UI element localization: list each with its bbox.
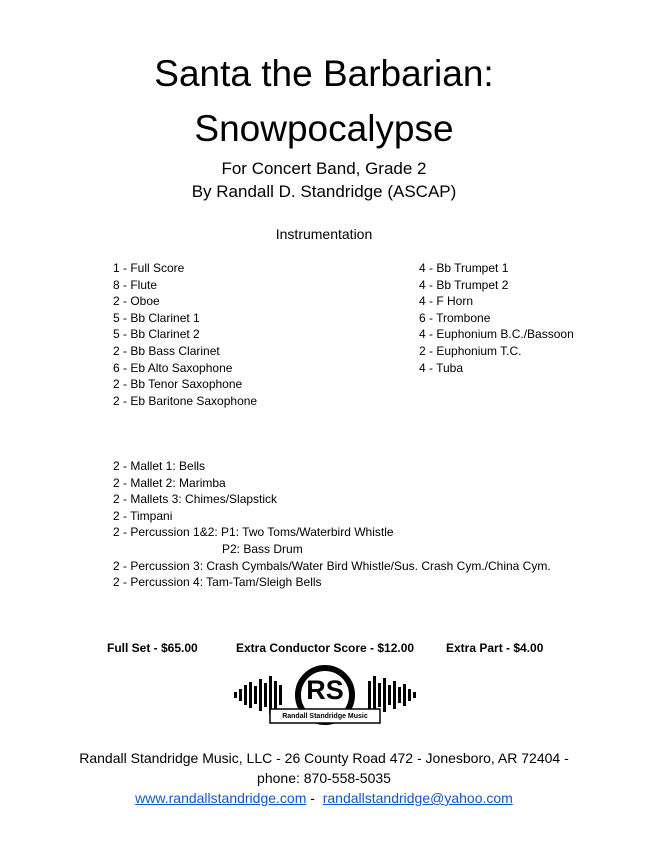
list-item: 8 - Flute — [113, 277, 158, 292]
footer-links — [0, 788, 648, 808]
list-item: 2 - Mallet 1: Bells — [113, 459, 206, 473]
list-item: 5 - Bb Clarinet 1 — [113, 310, 200, 325]
list-item: 2 - Percussion 3: Crash Cymbals/Water Bird Whistle/Sus. Crash Cym./China Cym. — [113, 558, 551, 573]
list-item: 5 - Bb Clarinet 2 — [113, 327, 200, 342]
logo-initials: RS — [306, 675, 344, 705]
full-set-price: Full Set - $65.00 — [107, 641, 198, 655]
list-item: 4 - Tuba — [419, 360, 464, 375]
footer-separator: - — [306, 790, 323, 806]
instrumentation-heading: Instrumentation — [275, 226, 373, 242]
list-item: 1 - Full Score — [113, 261, 185, 275]
logo-caption: Randall Standridge Music — [282, 713, 368, 720]
extra-part-price: Extra Part - $4.00 — [446, 641, 544, 655]
list-item: 2 - Euphonium T.C. — [419, 343, 522, 358]
list-item: 2 - Eb Baritone Saxophone — [113, 393, 258, 408]
list-item: 4 - Euphonium B.C./Bassoon — [419, 327, 574, 342]
email-link[interactable]: randallstandridge@yahoo.com — [322, 790, 513, 806]
footer-address: Randall Standridge Music, LLC - 26 County Road 472 - Jonesboro, AR 72404 - — [79, 750, 569, 766]
list-item: 4 - Bb Trumpet 1 — [419, 261, 509, 275]
left-instrument-list — [113, 260, 257, 409]
footer-phone: phone: 870-558-5035 — [257, 770, 391, 786]
list-item: 2 - Percussion 1&2: P1: Two Toms/Waterbird Whistle — [113, 525, 394, 540]
right-instrument-list — [419, 260, 574, 376]
percussion-list — [113, 458, 551, 591]
rs-logo — [232, 665, 418, 730]
list-item: 6 - Trombone — [419, 310, 491, 325]
conductor-score-price: Extra Conductor Score - $12.00 — [236, 641, 415, 655]
list-item: 2 - Bb Tenor Saxophone — [113, 377, 243, 392]
subtitle: For Concert Band, Grade 2 — [221, 159, 427, 178]
list-item: 2 - Mallets 3: Chimes/Slapstick — [113, 492, 278, 507]
list-item: 4 - F Horn — [419, 294, 474, 309]
list-item: 2 - Bb Bass Clarinet — [113, 343, 220, 358]
list-item: 4 - Bb Trumpet 2 — [419, 277, 509, 292]
list-item: 2 - Oboe — [113, 294, 160, 309]
title-line-1: Santa the Barbarian: — [154, 53, 494, 94]
byline: By Randall D. Standridge (ASCAP) — [191, 182, 457, 201]
website-link[interactable]: www.randallstandridge.com — [135, 790, 307, 806]
list-item: 2 - Timpani — [113, 508, 173, 523]
list-item: 2 - Mallet 2: Marimba — [113, 475, 226, 490]
list-item: 6 - Eb Alto Saxophone — [113, 360, 233, 375]
list-item: P2: Bass Drum — [222, 541, 303, 556]
list-item: 2 - Percussion 4: Tam-Tam/Sleigh Bells — [113, 575, 322, 590]
title-line-2: Snowpocalypse — [194, 108, 454, 149]
